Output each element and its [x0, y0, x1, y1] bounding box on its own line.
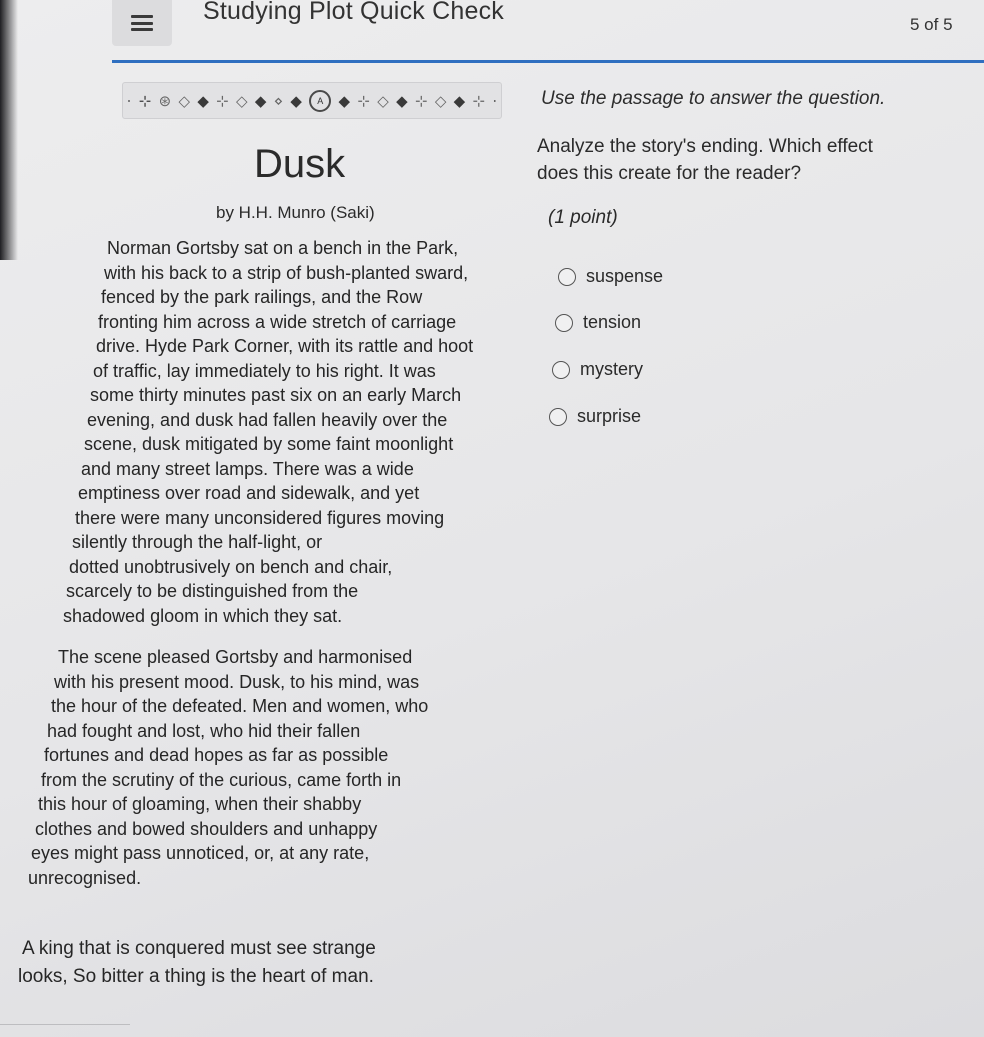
toolbar-glyph[interactable]: ⋅ [126, 92, 132, 110]
passage-line: of traffic, lay immediately to his right. It was [93, 360, 436, 381]
passage-line: emptiness over road and sidewalk, and yet [78, 483, 420, 503]
passage-line: scarcely to be distinguished from the [66, 581, 359, 601]
toolbar-glyph[interactable]: ⊹ [357, 92, 370, 110]
reading-toolbar[interactable] [122, 82, 502, 119]
top-bar [0, 0, 984, 62]
radio-button[interactable] [555, 314, 573, 332]
passage-line: unrecognised. [28, 867, 142, 888]
passage-line: dotted unobtrusively on bench and chair, [69, 556, 393, 577]
toolbar-glyph[interactable]: ◇ [178, 92, 191, 110]
passage-line: Norman Gortsby sat on a bench in the Park, [107, 238, 459, 258]
passage-line: A king that is conquered must see strange [22, 938, 376, 959]
toolbar-glyph[interactable]: ◇ [236, 92, 248, 110]
option-mystery[interactable] [552, 359, 643, 380]
question-prompt [537, 133, 873, 187]
option-label: mystery [580, 359, 643, 379]
question-prompt-line: Analyze the story's ending. Which effect [537, 136, 873, 157]
toolbar-glyph[interactable]: ⊹ [138, 92, 152, 110]
toolbar-glyph[interactable]: ◇ [377, 92, 389, 110]
toolbar-glyph[interactable]: ◆ [396, 92, 408, 110]
radio-button[interactable] [558, 268, 576, 286]
question-prompt-line: does this create for the reader? [537, 163, 802, 184]
passage-line: had fought and lost, who hid their fallen [47, 720, 361, 741]
page-title: Studying Plot Quick Check [203, 0, 504, 25]
translate-icon[interactable]: A [309, 90, 331, 112]
toolbar-glyph[interactable]: ⋅ [492, 92, 498, 110]
passage-paragraph-1 [0, 236, 520, 628]
passage-line: the hour of the defeated. Men and women, who [51, 696, 429, 716]
menu-button[interactable] [112, 0, 172, 46]
passage-line: from the scrutiny of the curious, came forth in [41, 769, 402, 790]
radio-button[interactable] [549, 408, 567, 426]
header-divider [112, 60, 984, 63]
passage-line: some thirty minutes past six on an early March [90, 385, 462, 405]
passage-line: looks, So bitter a thing is the heart of man. [18, 966, 374, 987]
toolbar-glyph[interactable]: ⊛ [158, 92, 172, 110]
passage-line: clothes and bowed shoulders and unhappy [35, 818, 378, 839]
passage-line: and many street lamps. There was a wide [81, 458, 414, 479]
question-counter: 5 of 5 [910, 15, 953, 34]
toolbar-glyph[interactable]: ⋄ [273, 92, 284, 110]
passage-paragraph-2 [0, 645, 520, 890]
option-surprise[interactable] [549, 406, 641, 427]
passage-line: with his back to a strip of bush-planted sward, [104, 262, 469, 283]
bottom-divider [0, 1024, 130, 1025]
question-points: (1 point) [548, 207, 618, 228]
hamburger-menu-icon [131, 15, 153, 31]
passage-line: fenced by the park railings, and the Row [101, 287, 423, 307]
passage-author: by H.H. Munro (Saki) [216, 203, 375, 222]
toolbar-glyph[interactable]: ◆ [338, 92, 351, 110]
passage-line: fronting him across a wide stretch of carriage [98, 311, 457, 332]
passage-line: this hour of gloaming, when their shabby [38, 794, 362, 814]
passage-line: shadowed gloom in which they sat. [63, 605, 343, 626]
toolbar-glyph[interactable]: ◆ [197, 92, 209, 110]
passage-line: fortunes and dead hopes as far as possible [44, 745, 389, 765]
option-label: suspense [586, 266, 664, 286]
toolbar-glyph[interactable]: ◆ [290, 92, 302, 110]
toolbar-glyph[interactable]: ⊹ [414, 92, 428, 110]
question-instruction: Use the passage to answer the question. [541, 88, 886, 109]
passage-quote [0, 935, 520, 991]
toolbar-glyph[interactable]: ◆ [254, 92, 267, 110]
passage-title: Dusk [254, 142, 346, 186]
passage-line: eyes might pass unnoticed, or, at any rate, [31, 843, 370, 863]
option-tension[interactable] [555, 312, 641, 333]
option-suspense[interactable] [558, 266, 663, 287]
passage-line: evening, and dusk had fallen heavily over the [87, 409, 448, 430]
passage-line: The scene pleased Gortsby and harmonised [58, 647, 413, 667]
passage-line: there were many unconsidered figures moving [75, 507, 445, 528]
passage-line: scene, dusk mitigated by some faint moonlight [84, 434, 454, 454]
toolbar-glyph[interactable]: ⊹ [216, 92, 229, 110]
radio-button[interactable] [552, 361, 570, 379]
toolbar-glyph[interactable]: ◇ [434, 92, 447, 110]
passage-line: drive. Hyde Park Corner, with its rattle and hoot [96, 336, 474, 356]
toolbar-glyph[interactable]: ◆ [453, 92, 466, 110]
passage-line: with his present mood. Dusk, to his mind, was [54, 671, 420, 692]
passage-line: silently through the half-light, or [72, 532, 323, 552]
toolbar-glyph[interactable]: ⊹ [472, 92, 486, 110]
option-label: tension [583, 312, 642, 332]
option-label: surprise [577, 406, 642, 426]
